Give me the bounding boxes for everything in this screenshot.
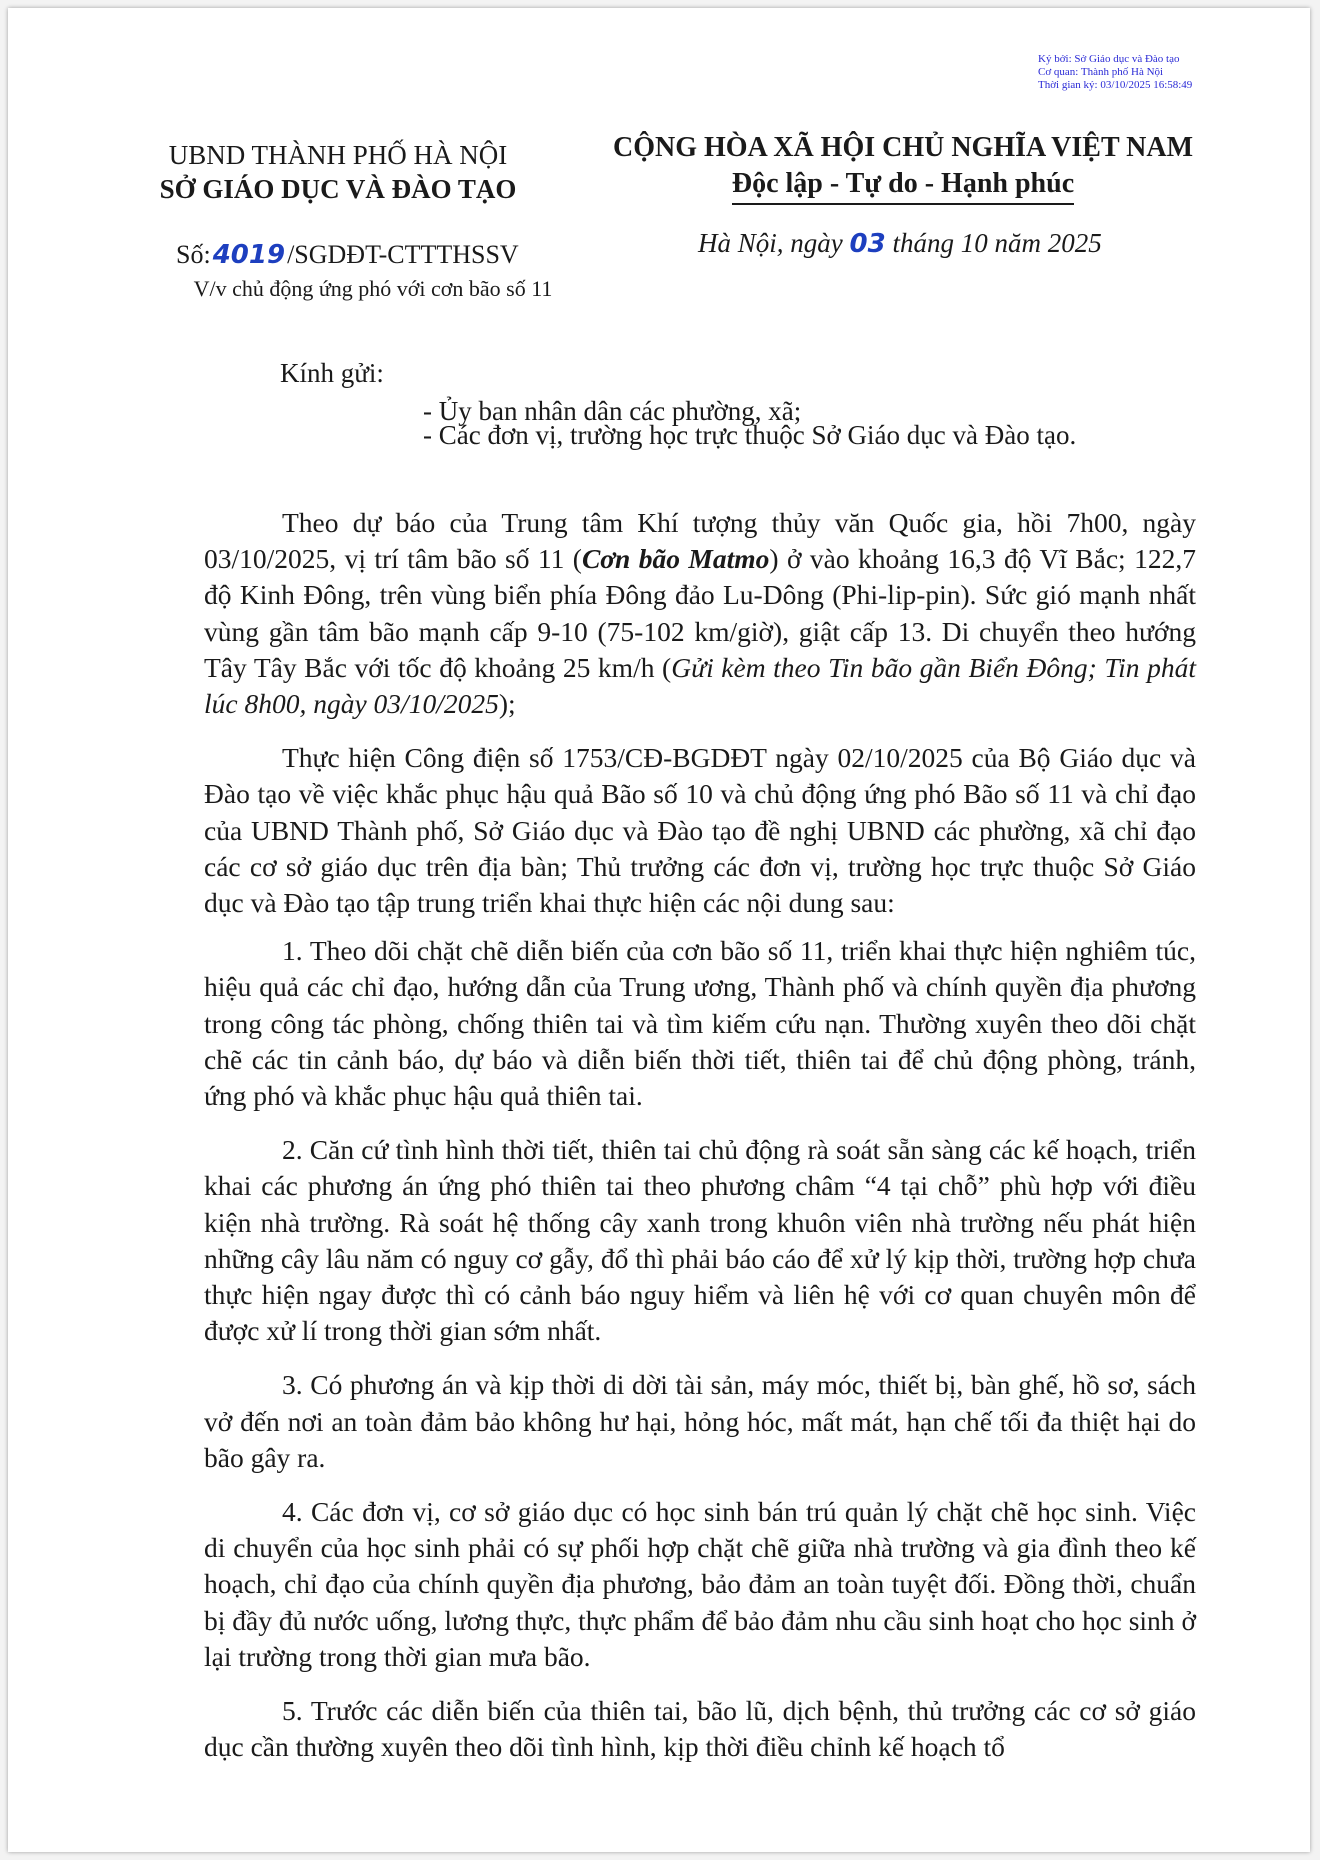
- list-item-4: 4. Các đơn vị, cơ sở giáo dục có học sinh bán trú quản lý chặt chẽ học sinh. Việc di chuyển của học sinh phải có sự phối hợp chặt chẽ giữa nhà trường và gia đình theo kế hoạch, chỉ đạo của chính quyền địa phương, bảo đảm an toàn tuyệt đối. Đồng thời, chuẩn bị đầy đủ nước uống, lương thực, thực phẩm để bảo đảm nhu cầu sinh hoạt cho học sinh ở lại trường trong thời gian mưa bão.: [204, 1496, 1196, 1672]
- list-item-1: 1. Theo dõi chặt chẽ diễn biến của cơn bão số 11, triển khai thực hiện nghiêm túc, hiệu quả các chỉ đạo, hướng dẫn của Trung ương, Thành phố và chính quyền địa phương trong công tác phòng, chống thiên tai và tìm kiếm cứu nạn. Thường xuyên theo dõi chặt chẽ các tin cảnh báo, dự báo và diễn biến thời tiết, thiên tai để chủ động phòng, tránh, ứng phó và khắc phục hậu quả thiên tai.: [204, 935, 1196, 1112]
- forecast-text-c: );: [498, 688, 516, 720]
- signature-agency: Cơ quan: Thành phố Hà Nội: [1038, 66, 1164, 78]
- doc-number-handwritten: 4019: [212, 240, 286, 270]
- issuing-authority: [138, 138, 538, 206]
- signature-signer: Ký bởi: Sở Giáo dục và Đào tạo: [1038, 53, 1180, 65]
- digital-signature-block: [1038, 53, 1298, 92]
- org-line-2: SỞ GIÁO DỤC VÀ ĐÀO TẠO: [159, 174, 517, 204]
- list-item-5: 5. Trước các diễn biến của thiên tai, bão lũ, dịch bệnh, thủ trưởng các cơ sở giáo dục cần thường xuyên theo dõi tình hình, kịp thời điều chỉnh kế hoạch tổ: [204, 1695, 1196, 1763]
- recipient-item: - Các đơn vị, trường học trực thuộc Sở Giáo dục và Đào tạo.: [423, 420, 1077, 450]
- attachment-note: Gửi kèm theo Tin bão gần Biển Đông; Tin phát lúc 8h00, ngày 03/10/2025: [204, 651, 1196, 720]
- org-line-1: UBND THÀNH PHỐ HÀ NỘI: [168, 140, 508, 170]
- recipients-label: Kính gửi:: [280, 358, 384, 388]
- document-body: [204, 505, 1196, 1784]
- paragraph-forecast: [204, 505, 1196, 722]
- recipient-item: - Ủy ban nhân dân các phường, xã;: [423, 396, 802, 426]
- date-day-handwritten: 03: [849, 229, 886, 259]
- document-page: [8, 8, 1310, 1852]
- doc-number-prefix: Số:: [176, 240, 211, 269]
- document-number: [176, 240, 519, 270]
- signature-time: Thời gian ký: 03/10/2025 16:58:49: [1038, 79, 1193, 91]
- list-item-2: 2. Căn cứ tình hình thời tiết, thiên tai chủ động rà soát sẵn sàng các kế hoạch, triển khai các phương án ứng phó thiên tai theo phương châm “4 tại chỗ” phù hợp với điều kiện nhà trường. Rà soát hệ thống cây xanh trong khuôn viên nhà trường nếu phát hiện những cây lâu năm có nguy cơ gẫy, đổ thì phải báo cáo để xử lý kịp thời, trường hợp chưa thực hiện ngay được thì có cảnh báo nguy hiểm và liên hệ với cơ quan chuyên môn để được xử lí trong thời gian sớm nhất.: [204, 1134, 1196, 1347]
- paragraph-directive: Thực hiện Công điện số 1753/CĐ-BGDĐT ngày 02/10/2025 của Bộ Giáo dục và Đào tạo về việc khắc phục hậu quả Bão số 10 và chủ động ứng phó Bão số 11 và chỉ đạo của UBND Thành phố, Sở Giáo dục và Đào tạo đề nghị UBND các phường, xã chỉ đạo các cơ sở giáo dục trên địa bàn; Thủ trưởng các đơn vị, trường học trực thuộc Sở Giáo dục và Đào tạo tập trung triển khai thực hiện các nội dung sau:: [204, 742, 1196, 919]
- date-suffix: tháng 10 năm 2025: [892, 228, 1102, 258]
- document-subject: V/v chủ động ứng phó với cơn bão số 11: [193, 276, 553, 301]
- list-item-3: 3. Có phương án và kịp thời di dời tài sản, máy móc, thiết bị, bàn ghế, hồ sơ, sách vở đến nơi an toàn đảm bảo không hư hại, hỏng hóc, mất mát, hạn chế tối đa thiệt hại do bão gây ra.: [204, 1369, 1196, 1473]
- national-heading: [598, 130, 1208, 205]
- date-prefix: Hà Nội, ngày: [698, 228, 843, 258]
- date-line: [698, 228, 1102, 259]
- doc-number-suffix: /SGDĐT-CTTTHSSV: [287, 240, 519, 269]
- country-name: CỘNG HÒA XÃ HỘI CHỦ NGHĨA VIỆT NAM: [612, 132, 1194, 163]
- national-motto: Độc lập - Tự do - Hạnh phúc: [732, 166, 1074, 205]
- forecast-text-a: Theo dự báo của Trung tâm Khí tượng thủy văn Quốc gia, hồi 7h00, ngày 03/10/2025, vị trí tâm bão số 11 (: [204, 507, 1196, 575]
- forecast-text-b: ) ở vào khoảng 16,3 độ Vĩ Bắc; 122,7 độ Kinh Đông, trên vùng biển phía Đông đảo Lu-Dông (Phi-lip-pin). Sức gió mạnh nhất vùng gần tâm bão mạnh cấp 9-10 (75-102 km/giờ), giật cấp 13. Di chuyển theo hướng Tây Tây Bắc với tốc độ khoảng 25 km/h (: [204, 543, 1196, 683]
- storm-name: Cơn bão Matmo: [581, 543, 770, 575]
